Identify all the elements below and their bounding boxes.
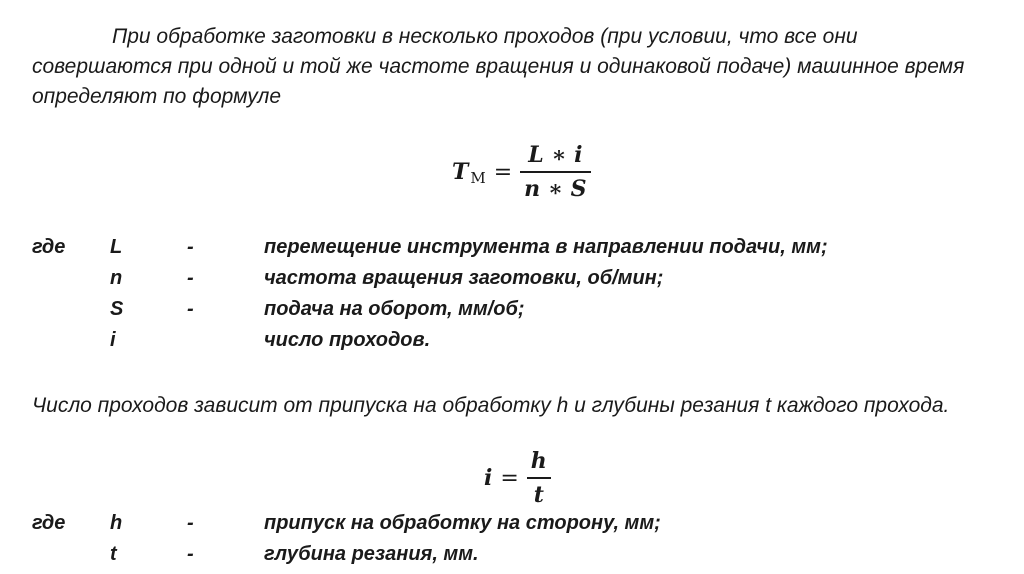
machine-time-formula [452,142,591,202]
definition-dash: - [187,236,194,258]
definitions-lead: где [32,512,66,534]
definition-variable: t [110,543,117,565]
definition-description: подача на оборот, мм/об; [264,298,525,320]
definition-dash: - [187,267,194,289]
formula2-denominator: t [533,482,544,508]
definition-variable: i [110,329,116,351]
definition-variable: h [110,512,123,534]
formula1-lhs-symbol: T [452,159,469,185]
intro-text: При обработке заготовки в несколько проходов (при условии, что все они совершаются при одной и той же частоте вращения и одинаковой подаче) машинное время определяют по формуле [32,25,965,108]
intro-paragraph [32,22,992,112]
definition-description: припуск на обработку на сторону, мм; [264,512,661,534]
formula2-numerator: h [530,448,547,474]
definition-variable: n [110,267,123,289]
definition-description: частота вращения заготовки, об/мин; [264,267,664,289]
formula2-fraction [527,448,551,508]
formula1-equals: = [493,159,513,185]
definition-variable: L [110,236,123,258]
definition-dash: - [187,298,194,320]
definitions-lead: где [32,236,66,258]
passes-formula [484,448,551,508]
formula1-lhs [452,159,486,185]
formula1-numerator: L ∗ i [528,142,583,168]
definition-dash: - [187,543,194,565]
definition-dash: - [187,512,194,534]
passes-paragraph: Число проходов зависит от припуска на обработку h и глубины резания t каждого прохода. [32,394,950,417]
definition-variable: S [110,298,124,320]
formula1-fraction [520,142,590,202]
definition-description: число проходов. [264,329,431,351]
formula1-denominator: n ∗ S [524,176,587,202]
formula2-lhs: i [484,465,493,491]
formula1-lhs-subscript: М [470,169,486,187]
definition-description: перемещение инструмента в направлении подачи, мм; [264,236,828,258]
formula2-equals: = [500,465,519,491]
definition-description: глубина резания, мм. [264,543,479,565]
